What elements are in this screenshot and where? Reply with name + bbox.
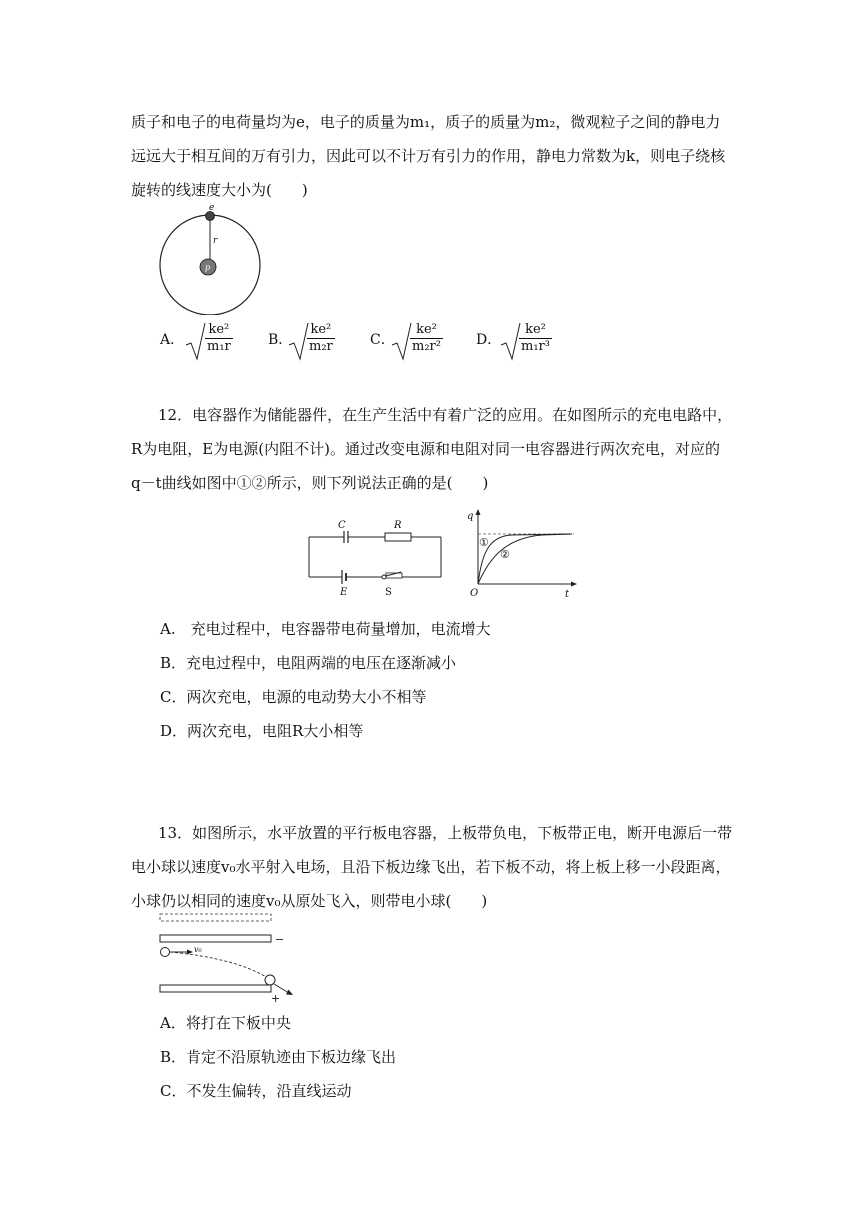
- q11-line-1: 质子和电子的电荷量均为e，电子的质量为m₁，质子的质量为m₂，微观粒子之间的静电力: [131, 113, 721, 131]
- charging-circuit-figure: [300, 515, 450, 600]
- q13-line-3: 小球仍以相同的速度v₀从原处飞入，则带电小球( ): [131, 892, 488, 910]
- q11-option-c-label: C．: [370, 332, 395, 348]
- q11-line-2: 远远大于相互间的万有引力，因此可以不计万有引力的作用，静电力常数为k，则电子绕核: [131, 147, 726, 165]
- resistor-label: R: [394, 520, 402, 531]
- q12-line-1: 12．电容器作为储能器件，在生产生活中有着广泛的应用。在如图所示的充电电路中，: [158, 406, 733, 424]
- q11-option-c-fraction: [410, 322, 443, 355]
- q13-option-b: B．肯定不沿原轨迹由下板边缘飞出: [160, 1048, 397, 1066]
- q12-line-2: R为电阻，E为电源(内阻不计)。通过改变电源和电阻对同一电容器进行两次充电，对应的: [131, 440, 720, 458]
- q12-option-b: B．充电过程中，电阻两端的电压在逐渐减小: [160, 654, 457, 672]
- q11-option-c-num: ke²: [410, 322, 443, 339]
- q11-option-a-label: A．: [160, 332, 185, 348]
- lower-plate: [160, 985, 271, 992]
- q11-line-3: 旋转的线速度大小为( ): [131, 181, 308, 199]
- q12-option-a: A. 充电过程中，电容器带电荷量增加，电流增大: [160, 620, 491, 638]
- curve-1-label: ①: [479, 536, 489, 549]
- radius-label: r: [213, 236, 218, 246]
- q11-option-b-num: ke²: [307, 322, 335, 339]
- q11-option-b-label: B．: [268, 332, 293, 348]
- q12-line-3: q－t曲线如图中①②所示，则下列说法正确的是( ): [131, 474, 489, 492]
- q11-option-d-fraction: [519, 322, 552, 355]
- source-label: E: [340, 587, 348, 598]
- sqrt-icon: [287, 321, 309, 361]
- q11-option-d-den: m₁r³: [521, 339, 550, 354]
- q11-option-d-num: ke²: [519, 322, 552, 339]
- capacitor-label: C: [338, 520, 346, 531]
- switch-pivot: [382, 575, 386, 579]
- curve-2: [478, 534, 572, 584]
- switch-label: S: [385, 587, 392, 598]
- velocity-label: v₀: [194, 945, 202, 954]
- upper-plate: [160, 935, 271, 942]
- atom-orbit-figure: [155, 203, 267, 315]
- q13-line-1: 13．如图所示，水平放置的平行板电容器，上板带负电，下板带正电，断开电源后一带: [158, 824, 733, 842]
- q11-option-a-fraction: [205, 322, 233, 355]
- sqrt-icon: [390, 321, 412, 361]
- resistor: [385, 533, 411, 541]
- parallel-plate-figure: [155, 910, 305, 1002]
- switch-blade: [386, 572, 401, 576]
- q11-option-a-den: m₁r: [207, 339, 231, 354]
- ball-start: [161, 948, 170, 957]
- q13-option-c: C．不发生偏转，沿直线运动: [160, 1082, 352, 1100]
- y-axis-label: q: [467, 511, 474, 522]
- q11-option-b-den: m₂r: [309, 339, 333, 354]
- q13-option-a: A．将打在下板中央: [160, 1014, 291, 1032]
- proton-label: p: [205, 263, 211, 272]
- q11-option-a-num: ke²: [205, 322, 233, 339]
- curve-2-label: ②: [500, 548, 510, 561]
- q-t-graph: [462, 506, 582, 600]
- trajectory: [170, 952, 268, 978]
- shifted-upper-plate: [160, 914, 271, 921]
- sqrt-icon: [499, 321, 521, 361]
- origin-label: O: [470, 588, 479, 599]
- x-axis-label: t: [565, 589, 570, 600]
- q11-option-c-den: m₂r²: [412, 339, 441, 354]
- minus-sign: −: [275, 933, 285, 946]
- q13-line-2: 电小球以速度v₀水平射入电场，且沿下板边缘飞出，若下板不动，将上板上移一小段距离，: [131, 858, 731, 876]
- q11-option-d-label: D．: [476, 332, 502, 348]
- electron-label: e: [209, 203, 215, 213]
- q12-option-c: C．两次充电，电源的电动势大小不相等: [160, 688, 427, 706]
- q12-option-d: D．两次充电，电阻R大小相等: [160, 722, 364, 740]
- q11-option-b-fraction: [307, 322, 335, 355]
- sqrt-icon: [184, 321, 206, 361]
- plus-sign: +: [271, 992, 281, 1002]
- ball-end: [265, 975, 275, 985]
